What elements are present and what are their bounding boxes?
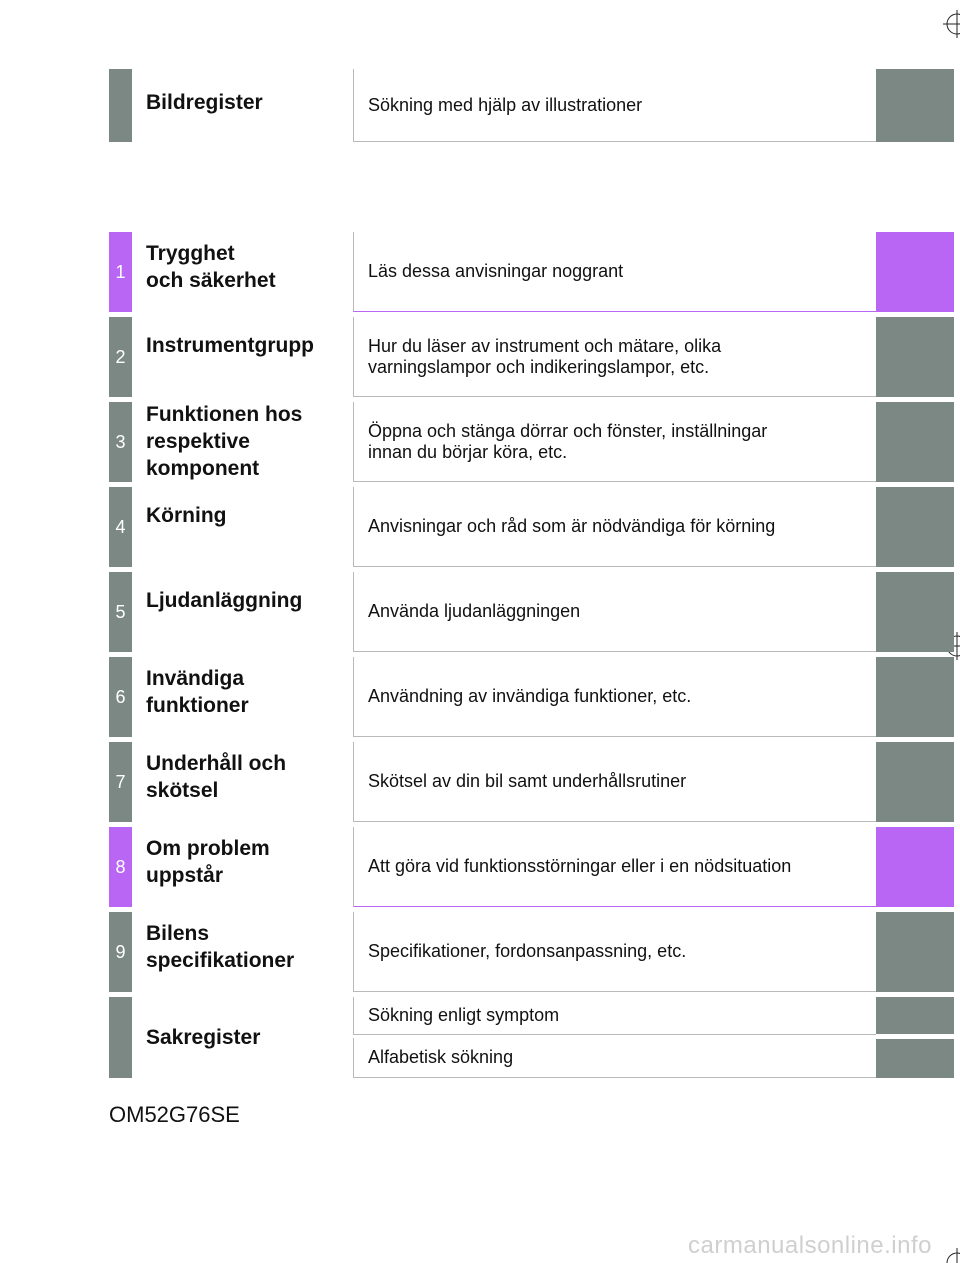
chapter-description: Specifikationer, fordonsanpassning, etc. xyxy=(353,912,876,992)
chapter-edge-tab xyxy=(876,402,954,482)
chapter-row-1[interactable] xyxy=(109,232,957,312)
chapter-description: Skötsel av din bil samt underhållsrutiner xyxy=(353,742,876,822)
chapter-edge-tab xyxy=(876,742,954,822)
manual-code: OM52G76SE xyxy=(109,1102,240,1127)
chapter-number-tab: 5 xyxy=(109,572,132,652)
chapter-edge-tab xyxy=(876,657,954,737)
sakregister-alphabetic-edge-tab xyxy=(876,1039,954,1078)
sakregister-row[interactable] xyxy=(109,997,957,1078)
chapter-number-tab: 9 xyxy=(109,912,132,992)
chapter-edge-tab xyxy=(876,827,954,907)
chapter-description: Användning av invändiga funktioner, etc. xyxy=(353,657,876,737)
bildregister-row[interactable] xyxy=(109,69,957,142)
chapter-title: Körning xyxy=(146,504,227,527)
watermark: carmanualsonline.info xyxy=(688,1232,932,1259)
chapter-number-tab: 6 xyxy=(109,657,132,737)
chapter-number-tab: 8 xyxy=(109,827,132,907)
chapter-title: Funktionen hos respektive komponent xyxy=(146,403,303,480)
chapter-title: Om problem uppstår xyxy=(146,837,270,887)
chapter-description: Läs dessa anvisningar noggrant xyxy=(353,232,876,312)
chapter-title: Invändiga funktioner xyxy=(146,667,249,717)
chapter-description: Använda ljudanläggningen xyxy=(353,572,876,652)
chapter-edge-tab xyxy=(876,232,954,312)
chapter-title: Ljudanläggning xyxy=(146,589,303,612)
chapter-number-tab: 3 xyxy=(109,402,132,482)
sakregister-symptom-edge-tab xyxy=(876,997,954,1034)
bildregister-edge-tab xyxy=(876,69,954,142)
sakregister-item-alphabetic[interactable]: Alfabetisk sökning xyxy=(353,1038,876,1078)
chapter-row-6[interactable] xyxy=(109,657,957,737)
registration-mark-top xyxy=(940,8,960,38)
chapter-row-4[interactable] xyxy=(109,487,957,567)
registration-mark-bottom xyxy=(940,1248,960,1263)
chapter-title: Bilens specifikationer xyxy=(146,922,295,972)
chapter-edge-tab xyxy=(876,572,954,652)
sakregister-tab xyxy=(109,997,132,1078)
chapter-edge-tab xyxy=(876,912,954,992)
chapter-number-tab: 4 xyxy=(109,487,132,567)
chapter-number-tab: 7 xyxy=(109,742,132,822)
chapter-number-tab: 1 xyxy=(109,232,132,312)
bildregister-desc: Sökning med hjälp av illustrationer xyxy=(353,69,876,142)
chapter-title: Instrumentgrupp xyxy=(146,334,314,357)
chapter-row-2[interactable] xyxy=(109,317,957,397)
chapter-description: Att göra vid funktionsstörningar eller i en nödsituation xyxy=(353,827,876,907)
chapter-description: Öppna och stänga dörrar och fönster, inställningar innan du börjar köra, etc. xyxy=(353,402,876,482)
chapter-row-3[interactable] xyxy=(109,402,957,482)
chapter-edge-tab xyxy=(876,487,954,567)
chapter-row-9[interactable] xyxy=(109,912,957,992)
bildregister-tab xyxy=(109,69,132,142)
bildregister-title: Bildregister xyxy=(146,91,263,114)
chapter-title: Trygghet och säkerhet xyxy=(146,242,276,292)
sakregister-title: Sakregister xyxy=(146,1026,261,1049)
sakregister-item-symptom[interactable]: Sökning enligt symptom xyxy=(353,997,876,1035)
chapter-title: Underhåll och skötsel xyxy=(146,752,287,802)
chapter-row-7[interactable] xyxy=(109,742,957,822)
chapter-edge-tab xyxy=(876,317,954,397)
chapter-number-tab: 2 xyxy=(109,317,132,397)
chapter-row-8[interactable] xyxy=(109,827,957,907)
chapter-description: Anvisningar och råd som är nödvändiga för körning xyxy=(353,487,876,567)
chapter-description: Hur du läser av instrument och mätare, olika varningslampor och indikeringslampor, etc. xyxy=(353,317,876,397)
chapter-row-5[interactable] xyxy=(109,572,957,652)
